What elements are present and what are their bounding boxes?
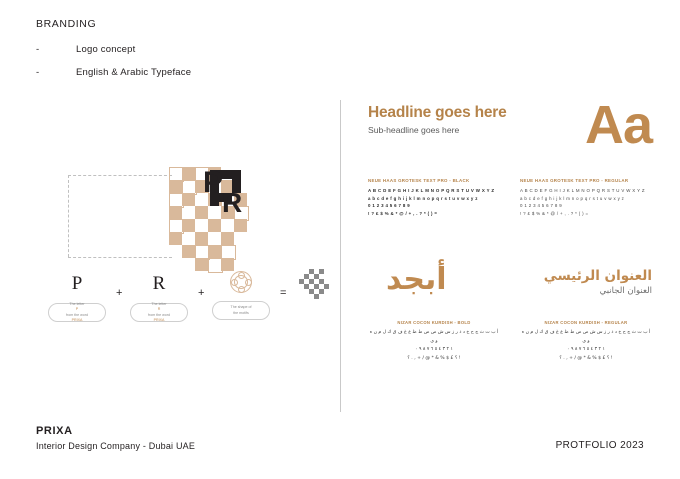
arabic-font-specs xyxy=(368,320,652,364)
font-numerals-row: 0 1 2 3 4 5 6 7 8 9 xyxy=(368,203,411,209)
latin-font-specs xyxy=(368,178,652,218)
caption-accent-3: R xyxy=(157,307,161,312)
font-numerals-row: 0 1 2 3 4 5 6 7 8 9 xyxy=(520,203,563,209)
formula-operator-plus-2: + xyxy=(198,287,205,299)
formula-caption-r xyxy=(130,303,188,322)
arabic-font-spec-title: NIZAR COCON KURDISH - BOLD xyxy=(397,320,471,325)
font-symbols-row: ! ? £ $ % & * @ / + , . ? * ( ) = xyxy=(368,211,438,217)
font-uppercase-row: A B C D E F G H I J K L M N O P Q R S T U V W X Y Z xyxy=(520,188,645,193)
formula-glyph-r: R xyxy=(152,273,166,294)
formula-caption-motif xyxy=(212,301,270,320)
page-title: BRANDING xyxy=(36,18,97,30)
formula-item-r xyxy=(130,273,188,322)
connector-line-bottom xyxy=(68,257,172,258)
arabic-numerals-row: ١ ٢ ٣ ٤ ٥ ٦ ٧ ٨ ٩ ٠ xyxy=(415,347,453,353)
caption-text-5: The shape of xyxy=(230,305,252,310)
specimen-letters: Aa xyxy=(584,95,652,155)
rosette-motif-icon xyxy=(230,271,252,293)
subheadline-sample: Sub-headline goes here xyxy=(368,125,460,135)
caption-text-6: the motifs xyxy=(233,310,249,315)
monogram-mark-icon xyxy=(299,269,329,299)
formula-operator-equals: = xyxy=(280,287,287,299)
font-lowercase-row: a b c d e f g h i j k l m n o p q r s t u v w x y z xyxy=(520,195,625,201)
monogram-letter-r: R xyxy=(222,187,243,218)
caption-text-1: The letter xyxy=(69,301,85,306)
footer-brand-block xyxy=(36,425,195,451)
formula-caption-p xyxy=(48,303,106,322)
arabic-symbols-row: ! ؟ £ $ % & * @ / + , . ؟ xyxy=(559,356,613,362)
caption-text-3: The letter xyxy=(151,301,167,306)
caption-text-4: from the word xyxy=(148,312,170,317)
brand-tagline: Interior Design Company - Dubai UAE xyxy=(36,441,196,451)
arabic-typography xyxy=(368,254,652,384)
list-item xyxy=(36,44,336,55)
arabic-headline: العنوان الرئيسي xyxy=(543,268,652,284)
caption-accent-2: PRIXA xyxy=(71,317,83,322)
font-spec-title: NEUE HAAS GROTESK TEXT PRO - BLACK xyxy=(368,178,470,183)
list-dash: - xyxy=(36,44,40,55)
footer-portfolio-label: PROTFOLIO 2023 xyxy=(555,440,644,451)
vertical-divider xyxy=(340,100,341,412)
arabic-alphabet-row: أ ب ت ث ج ح خ د ذ ر ز س ش ص ض ط ظ ع غ ف ق ك ل م ن ه و ي xyxy=(521,330,651,344)
headline-sample: Headline goes here xyxy=(368,104,507,121)
arabic-subheadline: العنوان الجانبي xyxy=(599,286,652,296)
monogram-artwork xyxy=(164,167,274,277)
list-item-label: English & Arabic Typeface xyxy=(76,67,192,78)
formula-operator-plus-1: + xyxy=(116,287,123,299)
connector-line-vertical xyxy=(68,175,69,257)
arabic-numerals-row: ١ ٢ ٣ ٤ ٥ ٦ ٧ ٨ ٩ ٠ xyxy=(567,347,605,353)
font-symbols-row: ! ? £ $ % & * @ / + , . ? * ( ) = xyxy=(520,211,589,217)
formula-result xyxy=(294,269,334,299)
caption-accent-4: PRIXA xyxy=(153,317,165,322)
typography-panel xyxy=(368,95,652,384)
font-lowercase-row: a b c d e f g h i j k l m n o p q r s t u v w x y z xyxy=(368,195,478,201)
arabic-font-spec-title: NIZAR COCON KURDISH - REGULAR xyxy=(544,320,628,325)
font-spec-black xyxy=(368,178,500,218)
caption-accent-1: P xyxy=(75,307,79,312)
formula-glyph-p: P xyxy=(71,273,83,294)
arabic-alphabet-row: أ ب ت ث ج ح خ د ذ ر ز س ش ص ض ط ظ ع غ ف ق ك ل م ن ه و ي xyxy=(369,330,499,344)
list-item xyxy=(36,67,336,78)
connector-line-top xyxy=(68,175,172,176)
list-dash: - xyxy=(36,67,40,78)
arabic-font-spec-regular xyxy=(520,320,652,364)
monogram-letter-p: P xyxy=(203,166,224,199)
logo-formula xyxy=(36,273,332,343)
brand-name: PRIXA xyxy=(36,425,73,437)
font-uppercase-row: A B C D E F G H I J K L M N O P Q R S T U V W X Y Z xyxy=(368,188,495,193)
arabic-font-spec-bold xyxy=(368,320,500,364)
list-item-label: Logo concept xyxy=(76,44,136,55)
arabic-headline-block xyxy=(544,268,652,296)
formula-item-motif xyxy=(212,271,270,320)
font-spec-title: NEUE HAAS GROTESK TEXT PRO - REGULAR xyxy=(520,178,629,183)
font-spec-regular xyxy=(520,178,652,218)
bullet-list xyxy=(36,44,336,90)
arabic-symbols-row: ! ؟ £ $ % & * @ / + , . ؟ xyxy=(407,356,461,362)
arabic-specimen: أبجد xyxy=(386,262,447,297)
caption-text-2: from the word xyxy=(66,312,88,317)
formula-item-p xyxy=(48,273,106,322)
logo-concept-panel xyxy=(36,105,332,355)
